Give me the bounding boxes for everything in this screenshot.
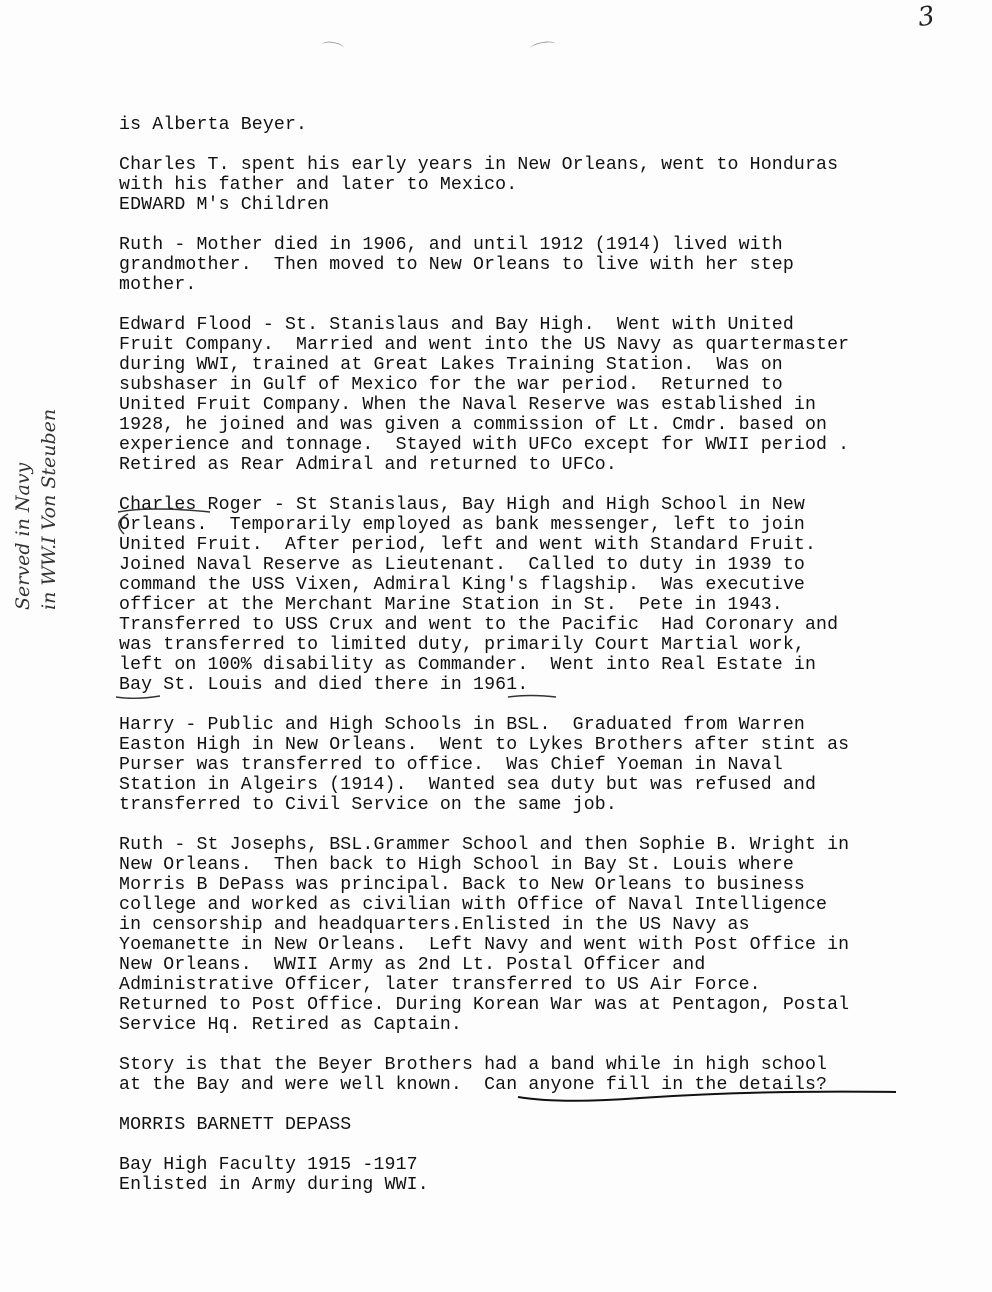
scan-mark bbox=[529, 40, 556, 53]
margin-note-line: in WW.I Von Steuben bbox=[38, 408, 60, 610]
text-line: Orleans. Temporarily employed as bank messenger, left to join bbox=[119, 515, 805, 535]
text-line: Charles T. spent his early years in New Orleans, went to Honduras bbox=[119, 155, 839, 175]
paragraph bbox=[119, 315, 939, 475]
text-line: was transferred to limited duty, primarily Court Martial work, bbox=[119, 635, 805, 655]
paragraph bbox=[119, 1155, 939, 1195]
paragraph bbox=[119, 155, 939, 215]
text-line: Easton High in New Orleans. Went to Lykes Brothers after stint as bbox=[119, 735, 850, 755]
text-line: Morris B DePass was principal. Back to New Orleans to business bbox=[119, 875, 805, 895]
text-line: Charles Roger - St Stanislaus, Bay High and High School in New bbox=[119, 495, 805, 515]
paragraph bbox=[119, 495, 939, 695]
text-line: 1928, he joined and was given a commission of Lt. Cmdr. based on bbox=[119, 415, 828, 435]
text-line: is Alberta Beyer. bbox=[119, 115, 308, 135]
paragraph bbox=[119, 1115, 939, 1135]
text-line: Edward Flood - St. Stanislaus and Bay High. Went with United bbox=[119, 315, 794, 335]
typed-text-body bbox=[119, 115, 939, 1215]
handwritten-margin-note bbox=[10, 409, 62, 610]
text-line: Service Hq. Retired as Captain. bbox=[119, 1015, 462, 1035]
text-line: left on 100% disability as Commander. Went into Real Estate in bbox=[119, 655, 817, 675]
margin-note-line: Served in Navy bbox=[12, 462, 34, 610]
paragraph bbox=[119, 235, 939, 295]
text-line: MORRIS BARNETT DEPASS bbox=[119, 1115, 352, 1135]
page-number: 3 bbox=[915, 0, 937, 34]
paragraph bbox=[119, 1055, 939, 1095]
text-line: Administrative Officer, later transferred to US Air Force. bbox=[119, 975, 761, 995]
text-line: in censorship and headquarters.Enlisted in the US Navy as bbox=[119, 915, 750, 935]
text-line: experience and tonnage. Stayed with UFCo except for WWII period . bbox=[119, 435, 850, 455]
text-line: Story is that the Beyer Brothers had a band while in high school bbox=[119, 1055, 828, 1075]
paragraph bbox=[119, 835, 939, 1035]
text-line: Yoemanette in New Orleans. Left Navy and went with Post Office in bbox=[119, 935, 850, 955]
text-line: transferred to Civil Service on the same job. bbox=[119, 795, 617, 815]
text-line: grandmother. Then moved to New Orleans to live with her step bbox=[119, 255, 794, 275]
text-line: Purser was transferred to office. Was Chief Yoeman in Naval bbox=[119, 755, 783, 775]
text-line: mother. bbox=[119, 275, 197, 295]
text-line: Ruth - St Josephs, BSL.Grammer School and then Sophie B. Wright in bbox=[119, 835, 850, 855]
text-line: Ruth - Mother died in 1906, and until 1912 (1914) lived with bbox=[119, 235, 783, 255]
paragraph bbox=[119, 715, 939, 815]
text-line: Enlisted in Army during WWI. bbox=[119, 1175, 429, 1195]
text-line: college and worked as civilian with Office of Naval Intelligence bbox=[119, 895, 828, 915]
text-line: Bay High Faculty 1915 -1917 bbox=[119, 1155, 418, 1175]
text-line: Station in Algeirs (1914). Wanted sea duty but was refused and bbox=[119, 775, 817, 795]
text-line: Transferred to USS Crux and went to the Pacific Had Coronary and bbox=[119, 615, 839, 635]
text-line: Joined Naval Reserve as Lieutenant. Called to duty in 1939 to bbox=[119, 555, 805, 575]
text-line: subshaser in Gulf of Mexico for the war period. Returned to bbox=[119, 375, 783, 395]
text-line: New Orleans. Then back to High School in Bay St. Louis where bbox=[119, 855, 794, 875]
text-line: Harry - Public and High Schools in BSL. Graduated from Warren bbox=[119, 715, 805, 735]
text-line: EDWARD M's Children bbox=[119, 195, 330, 215]
paragraph bbox=[119, 115, 939, 135]
text-line: at the Bay and were well known. Can anyone fill in the details? bbox=[119, 1075, 828, 1095]
text-line: Bay St. Louis and died there in 1961. bbox=[119, 675, 529, 695]
text-line: with his father and later to Mexico. bbox=[119, 175, 518, 195]
scan-mark bbox=[321, 40, 344, 53]
text-line: Fruit Company. Married and went into the US Navy as quartermaster bbox=[119, 335, 850, 355]
text-line: Returned to Post Office. During Korean War was at Pentagon, Postal bbox=[119, 995, 850, 1015]
text-line: United Fruit. After period, left and went with Standard Fruit. bbox=[119, 535, 817, 555]
text-line: New Orleans. WWII Army as 2nd Lt. Postal Officer and bbox=[119, 955, 706, 975]
text-line: during WWI, trained at Great Lakes Training Station. Was on bbox=[119, 355, 783, 375]
text-line: Retired as Rear Admiral and returned to UFCo. bbox=[119, 455, 617, 475]
text-line: United Fruit Company. When the Naval Reserve was established in bbox=[119, 395, 817, 415]
text-line: command the USS Vixen, Admiral King's flagship. Was executive bbox=[119, 575, 805, 595]
text-line: officer at the Merchant Marine Station in St. Pete in 1943. bbox=[119, 595, 783, 615]
